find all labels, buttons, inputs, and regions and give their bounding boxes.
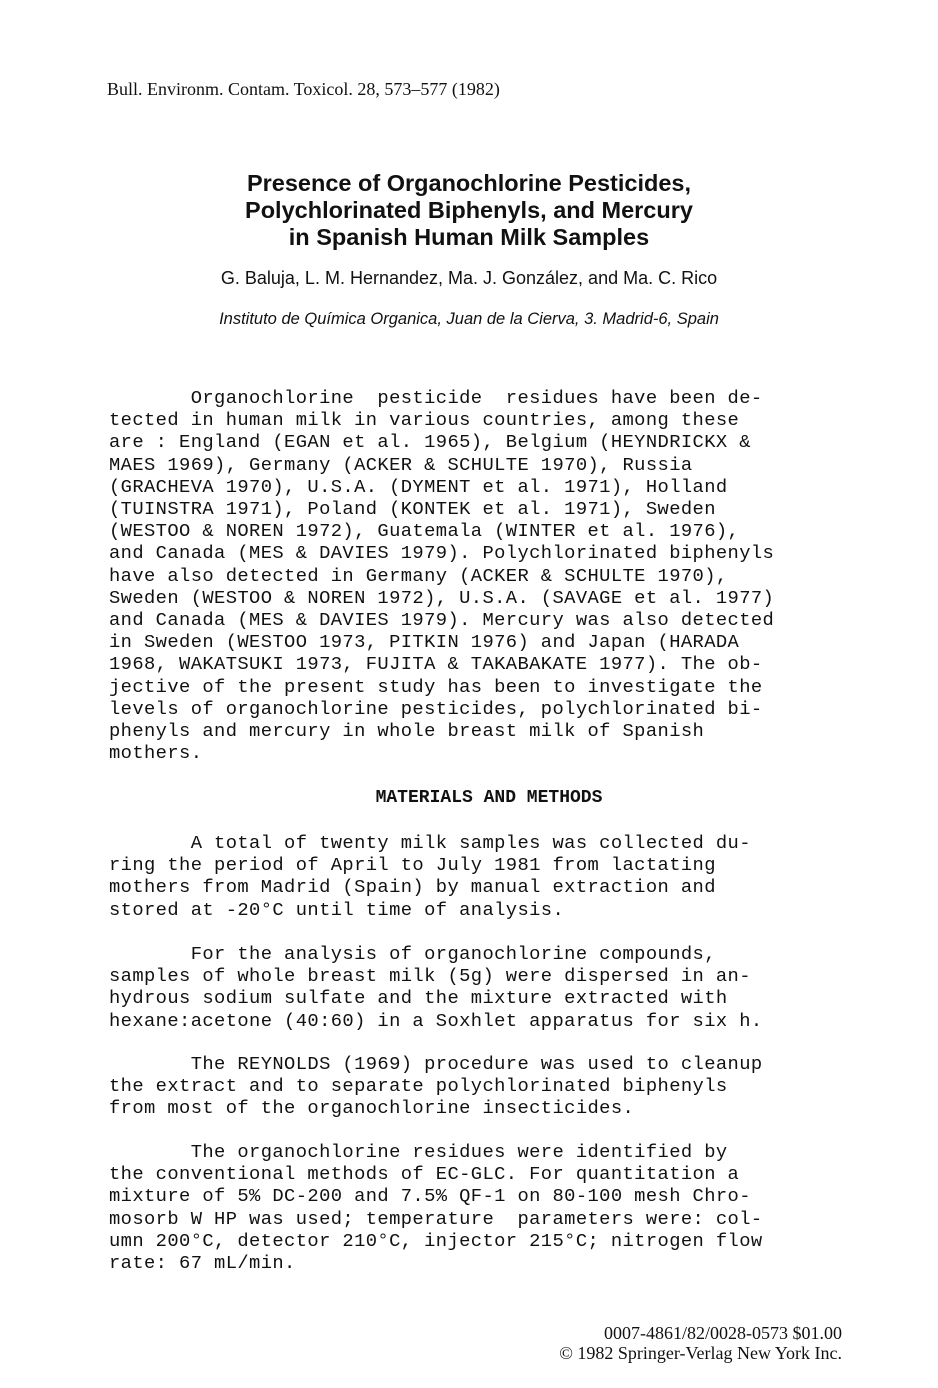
authors: G. Baluja, L. M. Hernandez, Ma. J. González, and Ma. C. Rico	[220, 268, 718, 288]
title-line: Polychlorinated Biphenyls, and Mercury	[245, 197, 693, 223]
title-line: in Spanish Human Milk Samples	[288, 224, 650, 250]
paper-title	[100, 170, 838, 251]
page-footer	[559, 1323, 842, 1363]
copyright-notice: © 1982 Springer-Verlag New York Inc.	[559, 1343, 842, 1363]
methods-paragraph-extraction: For the analysis of organochlorine compounds, samples of whole breast milk (5g) were dispersed in an- hydrous sodium sulfate and the mixture extracted with hexane:acetone (40:60) in a Soxhlet apparatus for six h.	[109, 943, 763, 1032]
journal-reference: Bull. Environm. Contam. Toxicol. 28, 573–577 (1982)	[107, 79, 500, 99]
intro-paragraph: Organochlorine pesticide residues have been de- tected in human milk in various countries, among these are : England (EGAN et al. 1965), Belgium (HEYNDRICKX & MAES 1969), Germany (ACKER & SCHULTE 1970), Russia (GRACHEVA 1970), U.S.A. (DYMENT et al. 1971), Holland (TUINSTRA 1971), Poland (KONTEK et al. 1971), Sweden (WESTOO & NOREN 1972), Guatemala (WINTER et al. 1976), and Canada (MES & DAVIES 1979). Polychlorinated biphenyls have also detected in Germany (ACKER & SCHULTE 1970), Sweden (WESTOO & NOREN 1972), U.S.A. (SAVAGE et al. 1977) and Canada (MES & DAVIES 1979). Mercury was also detected in Sweden (WESTOO 1973, PITKIN 1976) and Japan (HARADA 1968, WAKATSUKI 1973, FUJITA & TAKABAKATE 1977). The ob- jective of the present study has been to investigate the levels of organochlorine pesticides, polychlorinated bi- phenyls and mercury in whole breast milk of Spanish mothers.	[109, 387, 775, 765]
section-heading: MATERIALS AND METHODS	[375, 788, 603, 808]
methods-paragraph-sampling: A total of twenty milk samples was collected du- ring the period of April to July 1981 from lactating mothers from Madrid (Spain) by manual extraction and stored at -20°C until time of analysis.	[109, 832, 751, 921]
title-line: Presence of Organochlorine Pesticides,	[246, 170, 692, 196]
publication-code: 0007-4861/82/0028-0573 $01.00	[604, 1323, 842, 1343]
affiliation: Instituto de Química Organica, Juan de la Cierva, 3. Madrid-6, Spain	[219, 310, 719, 328]
methods-paragraph-cleanup: The REYNOLDS (1969) procedure was used to cleanup the extract and to separate polychlorinated biphenyls from most of the organochlorine insecticides.	[109, 1053, 763, 1120]
methods-paragraph-glc: The organochlorine residues were identified by the conventional methods of EC-GLC. For quantitation a mixture of 5% DC-200 and 7.5% QF-1 on 80-100 mesh Chro- mosorb W HP was used; temperature parameters were: col- umn 200°C, detector 210°C, injector 215°C; nitrogen flow rate: 67 mL/min.	[109, 1141, 763, 1275]
